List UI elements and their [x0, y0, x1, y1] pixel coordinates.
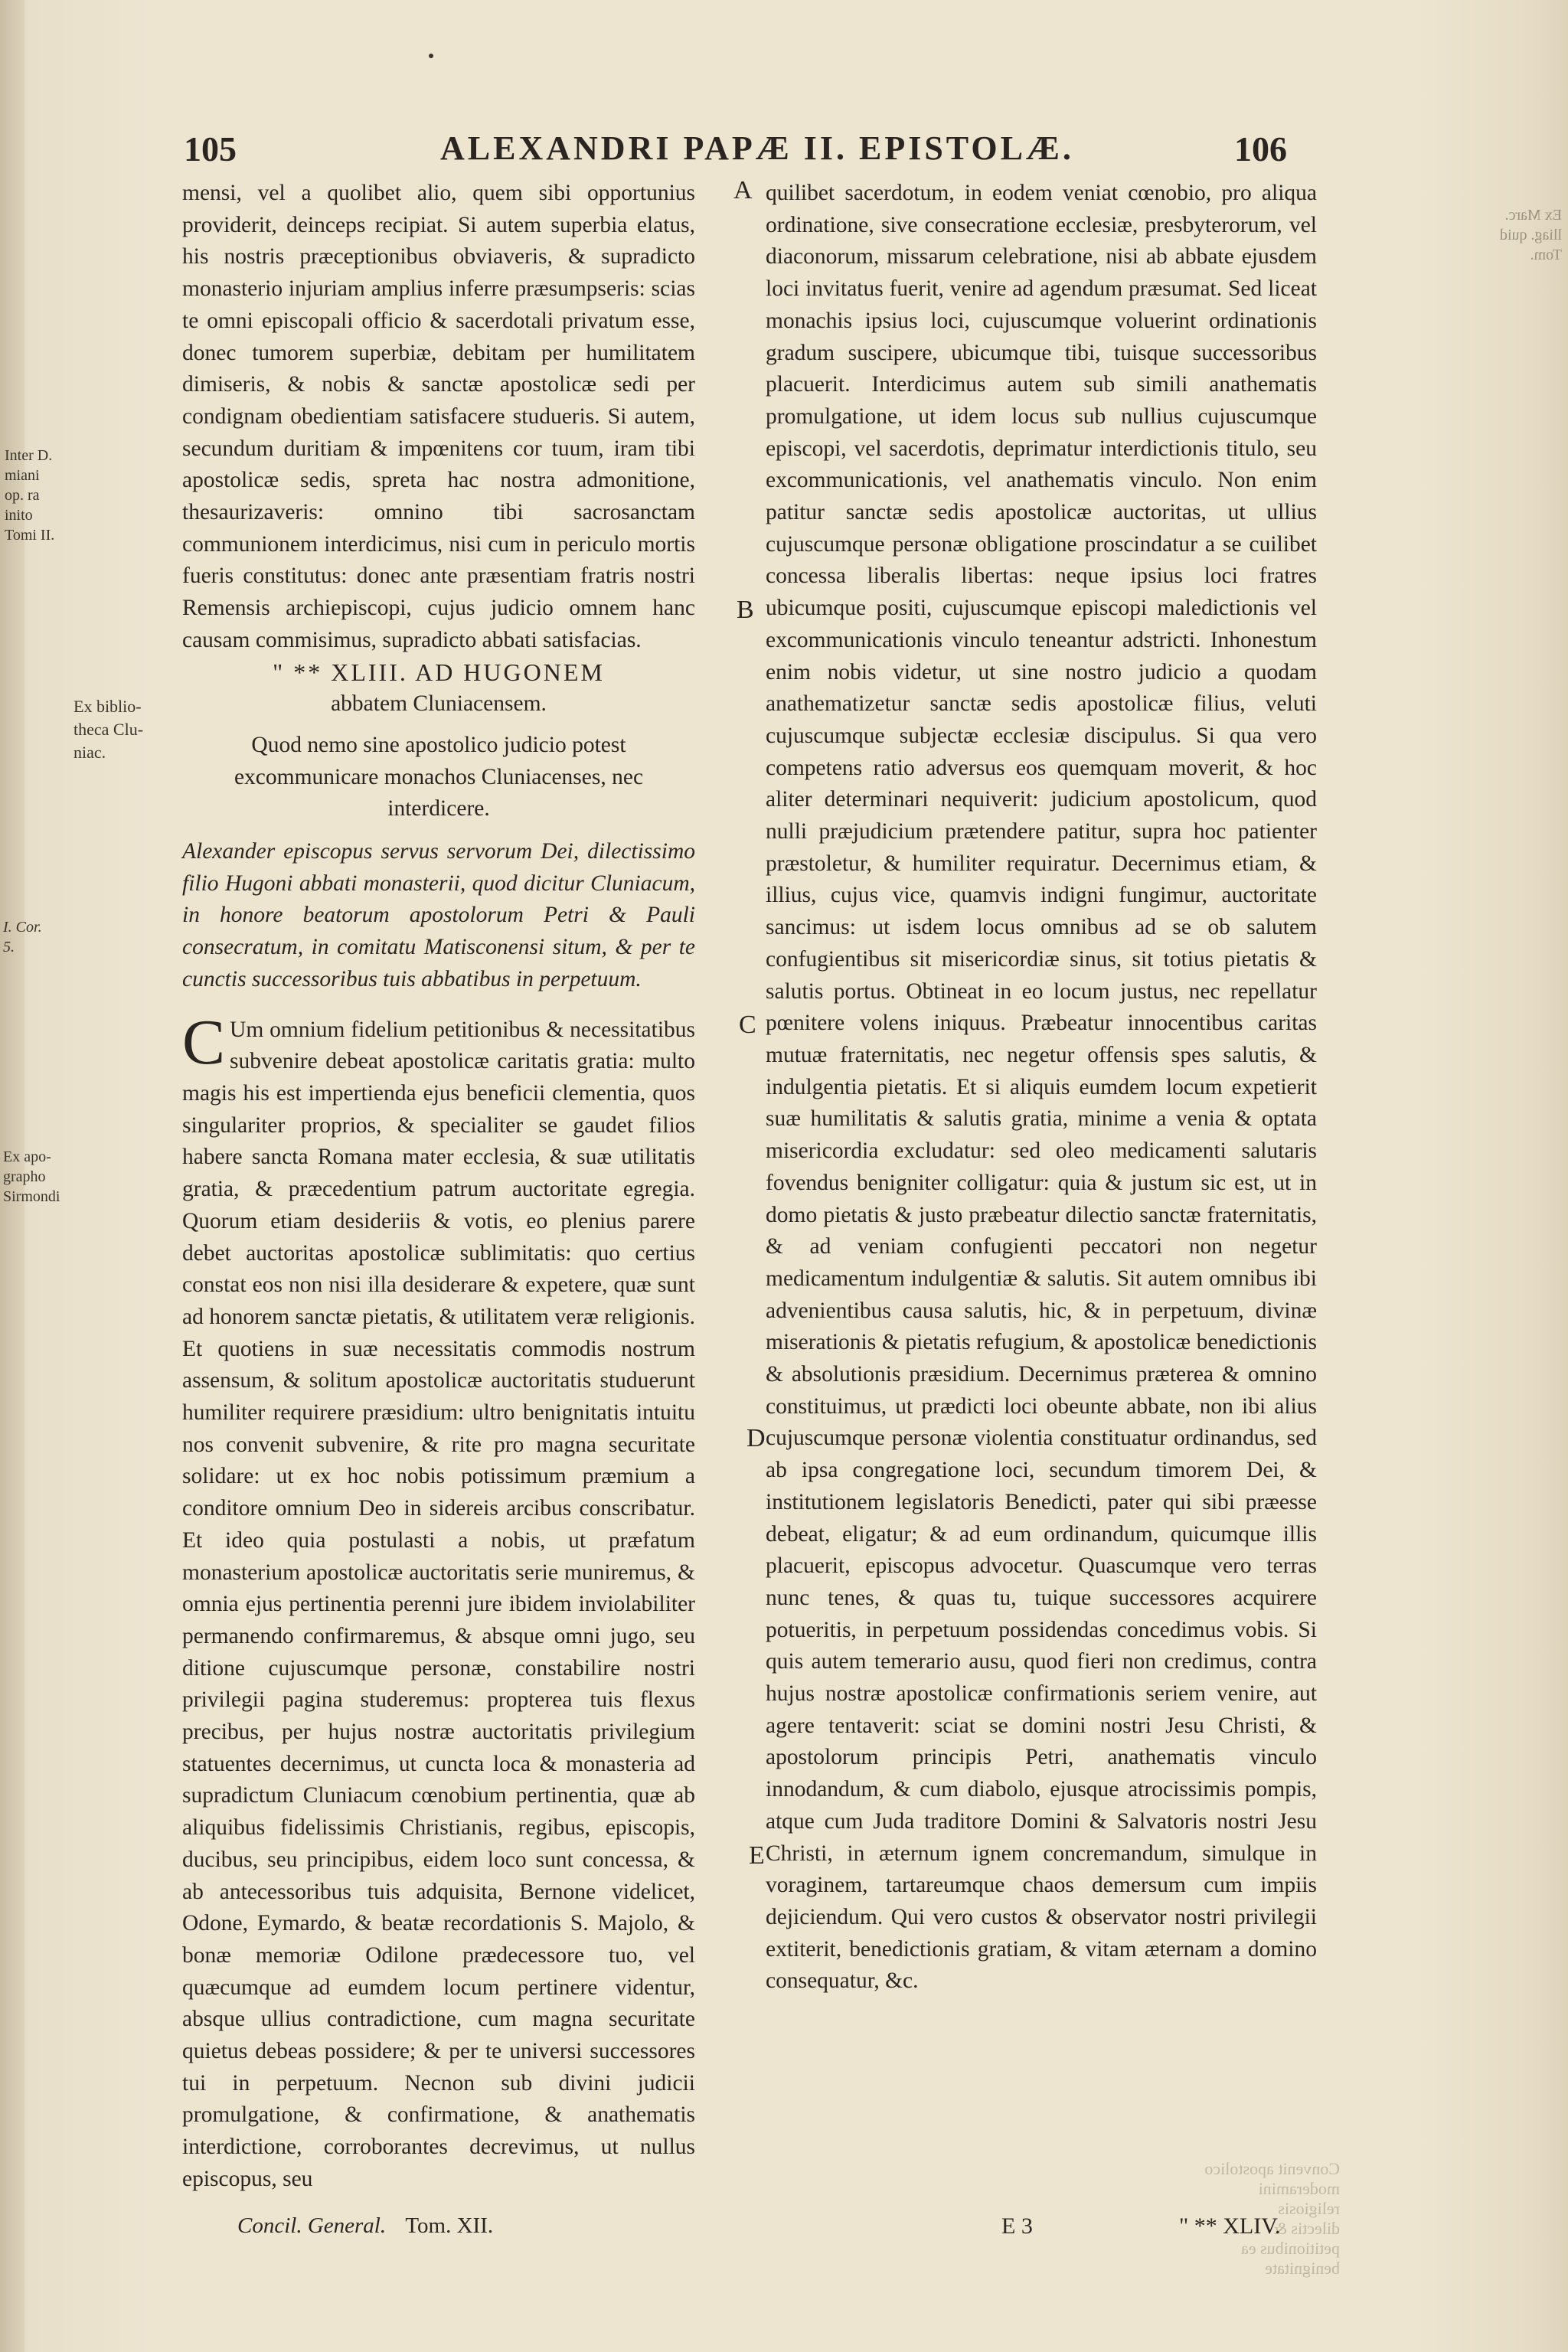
section-letter-a: A	[733, 176, 753, 204]
bleed-through-text: Convenit apostolico moderamini religiosis dilectis & petitionibus ea benignitate	[1204, 2159, 1340, 2278]
letter-heading-sub: abbatem Cluniacensem.	[331, 691, 547, 717]
page-number-left: 105	[184, 129, 237, 168]
section-letter-e: E	[749, 1841, 765, 1870]
drop-cap: C	[182, 1006, 226, 1078]
paragraph-continuation: mensi, vel a quolibet alio, quem sibi opportunius providerit, deinceps recipiat. Si autem superbia elatus, his nostris præceptionibus obviaveris, & supradicto monasterio injuriam amplius inferre præsumpseris: scias te omni episcopali officio & sacerdotali privatum esse, donec tumorem superbiæ, debitam per humilitatem dimiseris, & nobis & sanctæ apostolicæ sedi per condignam obedientiam satisfacere studueris. Si autem, secundum duritiam & impœnitens cor tuum, iram tibi apostolicæ sedis, spreta hac nostra admonitione, thesaurizaveris: omnino tibi sacrosanctam communionem interdicimus, nisi cum in periculo mortis fueris constitutus: donec ante præsentiam fratris nostri Remensis archiepiscopi, cujus judicio omnem hanc causam commisimus, supradicto abbati satisfacias.	[182, 181, 695, 652]
letter-body-continued: quilibet sacerdotum, in eodem veniat cœnobio, pro aliqua ordinatione, sive consecratione ecclesiæ, presbyterorum, vel diaconorum, missarum celebratione, nisi ab abbate ejusdem loci invitatus fuerit, venire ad agendum præsumat. Sed liceat monachis ipsius loci, cujuscumque voluerint ordinationis gradum suscipere, ubicumque tibi, tuisque successoribus placuerit. Interdicimus autem sub simili anathematis promulgatione, ut idem locus sub nullius cujuscumque episcopi, vel sacerdotis, deprimatur interdictionis titulo, seu excommunicationis, vel anathematis vinculo. Non enim patitur sanctæ sedis apostolicæ auctoritas, ut ullius cujuscumque personæ obligatione proscindatur a se cuilibet concessa liberalis libertas: neque ipsius loci fratres ubicumque positi, cujuscumque episcopi maledictionis vel excommunicationis vinculo teneantur adstricti. Inhonestum enim nobis videtur, ut sine nostro judicio a quodam anathematizetur sanctæ sedis apostolicæ filius, veluti cujuscumque subjectæ ecclesiæ discipulus. Si qua vero competens ratio adversus eos quemquam moverit, & hoc aliter determinari nequiverit: judicium apostolicum, quod nulli præjudicium prætendere patitur, supra hoc patienter præstoletur, & humiliter requiratur. Decernimus etiam, & illius, cujus vice, quamvis indigni fungimur, auctoritate sancimus: ut isdem locus omnibus ad se ob salutem confugientibus sit misericordiæ sinus, sit totius pietatis & salutis portus. Obtineat in eo locum justus, nec repellatur pœnitere volens iniquus. Præbeatur innocentibus caritas mutuæ fraternitatis, nec negetur offensis spes salutis, & indulgentia pietatis. Et si aliquis eumdem locum expetierit suæ humilitatis & salutis gratia, minime a venia & optata misericordia excludatur: sed oleo medicamenti salutaris fovendus benigniter colligatur: quia & justum sic est, ut in domo pietatis & justo præbeatur dilectio sanctæ fraternitatis, & ad veniam confugienti peccatori non negetur medicamentum indulgentiæ & salutis. Sit autem omnibus ibi advenientibus causa salutis, hic, & in perpetuum, divinæ miserationis & pietatis refugium, & apostolicæ benedictionis & absolutionis præsidium. Decernimus præterea & omnino constituimus, ut prædicti loci obeunte abbate, non ibi alius cujuscumque personæ violentia constituatur ordinandus, sed ab ipsa congregatione loci, secundum timorem Dei, & institutionem legislatoris Benedicti, pater qui sibi præesse debeat, eligatur; & ad eum ordinandum, quicumque illis placuerit, episcopus advocetur. Quascumque vero terras nunc tenes, & quas tu, tuique successores acquirere potueritis, in perpetuum possidendas concedimus vobis. Si quis autem temerario ausu, quod fieri non credimus, contra hujus nostræ apostolicæ confirmationis seriem venire, aut agere tentaverit: sciat se domini nostri Jesu Christi, & apostolorum principis Petri, anathematis vinculo innodandum, & cum diabolo, ejusque atrocissimis pompis, atque cum Juda traditore Domini & Salvatoris nostri Jesu Christi, in æternum ignem concremandum, simulque in voraginem, tartareumque chaos demersum cum impiis dejiciendum. Qui vero custos & observator nostri privilegii extiterit, benedictionis gratiam, & vitam æternam a domino consequatur, &c.	[766, 181, 1317, 1994]
catchword: " ** XLIV.	[1179, 2213, 1281, 2239]
footer-concil: Concil. General.	[237, 2213, 387, 2238]
bleed-through-margin: Ex Marc. lliag. quid Tom.	[1499, 207, 1562, 263]
footer-tome: Tom. XII.	[405, 2213, 494, 2238]
footer-left	[237, 2213, 493, 2239]
left-column	[182, 178, 695, 2196]
section-letter-b: B	[737, 596, 754, 624]
letter-summary: Quod nemo sine apostolico judicio potest excommunicare monachos Cluniacenses, nec interdicere.	[234, 732, 644, 822]
section-letter-d: D	[746, 1424, 766, 1452]
letter-inscription: Alexander episcopus servus servorum Dei, dilectissimo filio Hugoni abbati monasterii, quod dicitur Cluniacum, in honore beatorum apostolorum Petri & Pauli consecratum, in comitatu Matisconensi situm, & per te cunctis successoribus tuis abbatibus in perpetuum.	[182, 839, 695, 991]
margin-note-inter-damiani: Inter D. miani op. ra inito Tomi II.	[5, 447, 55, 544]
margin-note-ex-bibliotheca: Ex biblio- theca Clu- niac.	[74, 697, 144, 762]
running-title: ALEXANDRI PAPÆ II. EPISTOLÆ.	[440, 129, 1074, 167]
signature-mark: E 3	[1001, 2213, 1033, 2239]
margin-note-cor: I. Cor. 5.	[3, 919, 42, 956]
letter-heading: " ** XLIII. AD HUGONEM	[273, 658, 605, 686]
ink-dot	[429, 54, 433, 58]
margin-note-ex-apographo: Ex apo- grapho Sirmondi	[3, 1148, 60, 1205]
letter-body-start	[182, 1006, 695, 2196]
right-column	[766, 178, 1317, 1998]
letter-body-text: Um omnium fidelium petitionibus & necessitatibus subvenire debeat apostolicæ caritatis gratia: multo magis his est impertienda ejus beneficii clementia, quos singulariter proprios, & specialiter se gaudet filios habere sancta Romana mater ecclesia, & suæ utilitatis gratia, & præcedentium patrum auctoritate egregia. Quorum etiam desideriis & votis, eo plenius parere debet auctoritas apostolicæ sublimitatis: quo certius constat eos non nisi illa desiderare & expetere, quæ sunt ad honorem sanctæ pietatis, & utilitatem veræ religionis. Et quotiens in suæ necessitatis commodis nostrum assensum, & solitum apostolicæ auctoritatis studuerunt humiliter requirere præsidium: ultro benignitatis intuitu nos convenit subvenire, & rite pro magna securitate solidare: ut ex hoc nobis potissimum præmium a conditore omnium Deo in sidereis arcibus conscribatur. Et ideo quia postulasti a nobis, ut præfatum monasterium apostolicæ auctoritatis serie muniremus, & omnia ejus pertinentia perenni jure ibidem inviolabiliter permanendo confirmaremus, & absque omni jugo, seu ditione cujuscumque personæ, constabilire nostri privilegii pagina studeremus: propterea tuis flexus precibus, per hujus nostræ auctoritatis privilegium statuentes decernimus, ut cuncta loca & monasteria ad supradictum Cluniacum cœnobium pertinentia, quæ ab aliquibus fidelissimis Christianis, regibus, episcopis, ducibus, seu principibus, eidem loco sunt concessa, & ab antecessoribus tuis adquisita, Bernone videlicet, Odone, Eymardo, & beatæ recordationis S. Majolo, & bonæ memoriæ Odilone prædecessore tuo, vel quæcumque ad eumdem locum pertinere videntur, absque ullius contradictione, cum magna securitate quietus debeas possidere; & per te universi successores tui in perpetuum. Necnon sub divini judicii promulgatione, & confirmatione, & anathematis interdictione, corroborantes decrevimus, ut nullus episcopus, seu	[182, 1017, 695, 2191]
page-number-right: 106	[1234, 129, 1287, 168]
section-letter-c: C	[739, 1011, 756, 1039]
